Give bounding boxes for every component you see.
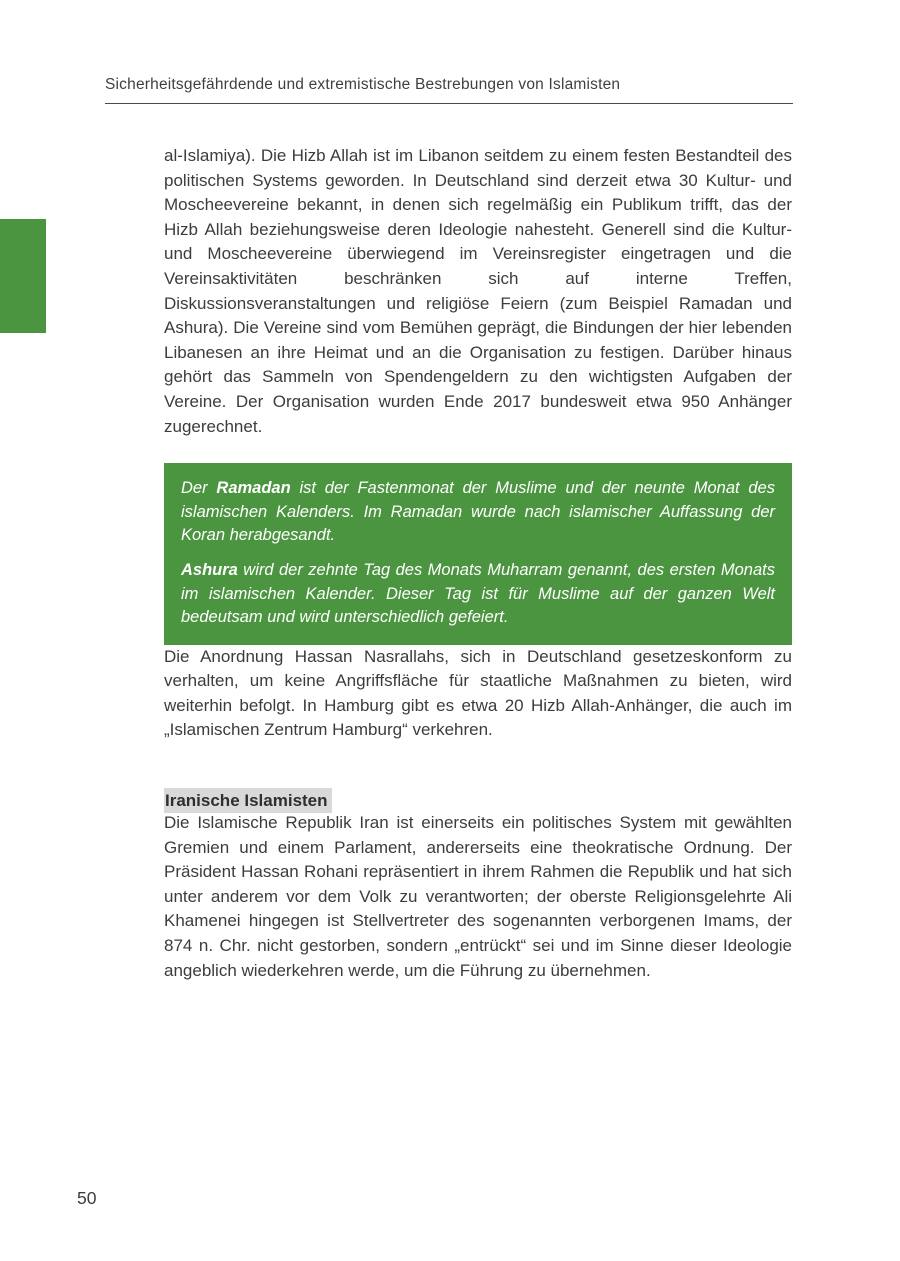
infobox-text: ist der Fastenmonat der Muslime und der neunte Monat des islamischen Kalenders. Im Ramadan wurde nach islamischer Auffassung der Koran herabgesandt. [181, 479, 775, 545]
section-subheading [164, 791, 792, 811]
infobox-text: wird der zehnte Tag des Monats Muharram genannt, des ersten Monats im islamischen Kalender. Dieser Tag ist für Muslime auf der ganzen Welt bedeutsam und wird unterschiedlich gefeiert. [181, 560, 775, 627]
infobox-definitions [164, 463, 792, 645]
main-text-column [164, 144, 792, 983]
chapter-edge-marker [0, 219, 46, 333]
paragraph-hizb-allah: al-Islamiya). Die Hizb Allah ist im Libanon seitdem zu einem festen Bestandteil des politischen Systems geworden. In Deutschland sind derzeit etwa 30 Kultur- und Moscheevereine bekannt, in denen sich regelmäßig ein Publikum trifft, das der Hizb Allah beziehungsweise deren Ideologie nahesteht. Generell sind die Kultur- und Moscheevereine überwiegend im Vereinsregister eingetragen und die Vereinsaktivitäten beschränken sich auf interne Treffen, Diskussionsveranstaltungen und religiöse Feiern (zum Beispiel Ramadan und Ashura). Die Vereine sind vom Bemühen geprägt, die Bindungen der hier lebenden Libanesen an ihre Heimat und an die Organisation zu festigen. Darüber hinaus gehört das Sammeln von Spendengeldern zu den wichtigsten Aufgaben der Vereine. Der Organisation wurden Ende 2017 bundesweit etwa 950 Anhänger zugerechnet. [164, 146, 792, 436]
infobox-paragraph-ashura [181, 559, 775, 630]
subheading-highlight: Iranische Islamisten [164, 788, 332, 813]
infobox-term-ramadan: Ramadan [216, 479, 291, 498]
infobox-term-ashura: Ashura [181, 560, 238, 579]
running-header: Sicherheitsgefährdende und extremistische Bestrebungen von Islamisten [105, 76, 793, 104]
paragraph-iran: Die Islamische Republik Iran ist einerseits ein politisches System mit gewählten Gremien und einem Parlament, andererseits eine theokratische Ordnung. Der Präsident Hassan Rohani repräsentiert in ihrem Rahmen die Republik und hat sich unter anderem vor dem Volk zu verantworten; der oberste Religionsgelehrte Ali Khamenei hingegen ist Stellvertreter des sogenannten verborgenen Imams, der 874 n. Chr. nicht gestorben, sondern „entrückt“ sei und im Sinne dieser Ideologie angeblich wiederkehren werde, um die Führung zu übernehmen. [164, 813, 792, 980]
infobox-text: Der [181, 479, 217, 498]
paragraph-nasrallah: Die Anordnung Hassan Nasrallahs, sich in Deutschland gesetzeskonform zu verhalten, um keine Angriffsfläche für staatliche Maßnahmen zu bieten, wird weiterhin befolgt. In Hamburg gibt es etwa 20 Hizb Allah-Anhänger, die auch im „Islamischen Zentrum Hamburg“ verkehren. [164, 646, 792, 740]
infobox-paragraph-ramadan [181, 477, 775, 548]
page-number: 50 [77, 1188, 97, 1208]
